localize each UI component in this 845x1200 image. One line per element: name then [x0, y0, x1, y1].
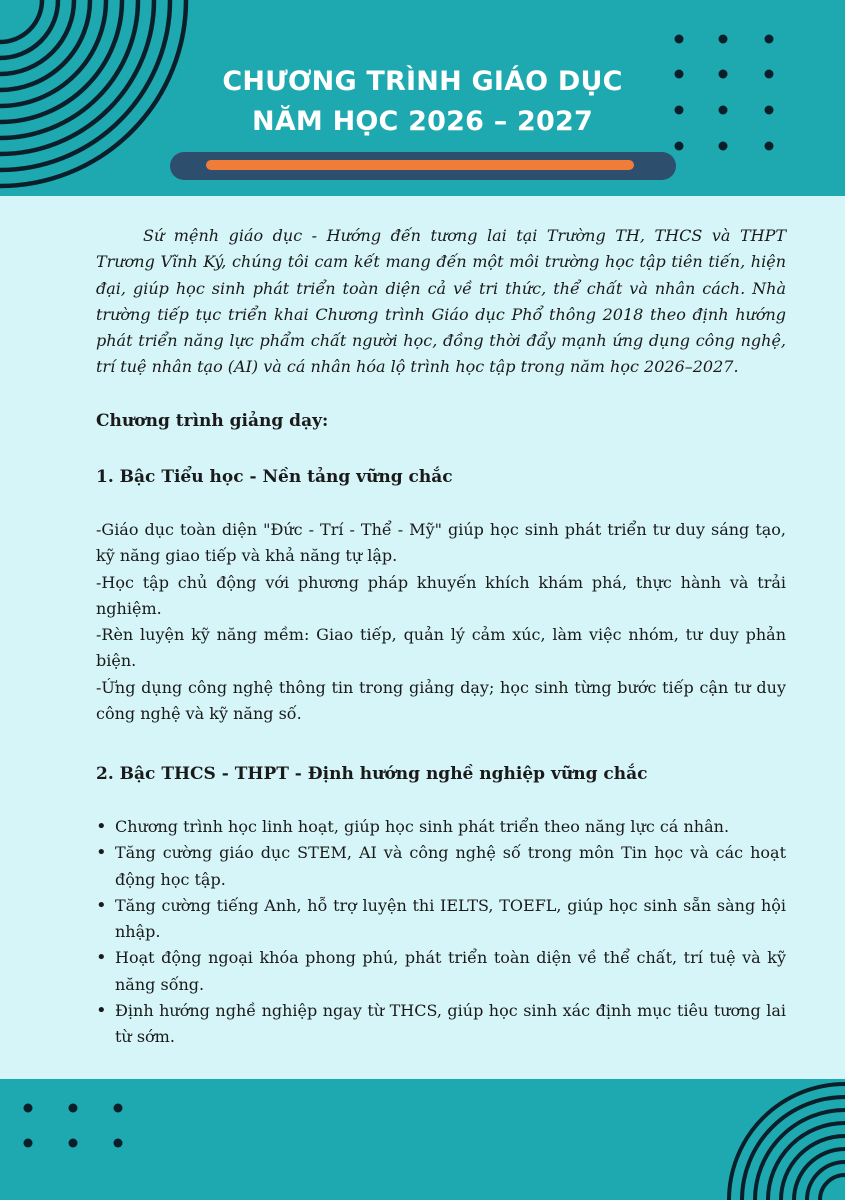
bullet-item: • Tăng cường tiếng Anh, hỗ trợ luyện thi IELTS, TOEFL, giúp học sinh sẵn sàng hội nhập.	[96, 893, 786, 946]
title-underline-accent	[206, 160, 634, 170]
page-title-line-2: NĂM HỌC 2026 – 2027	[252, 106, 593, 137]
bullet-item: • Hoạt động ngoại khóa phong phú, phát triển toàn diện về thể chất, trí tuệ và kỹ năng sống.	[96, 945, 786, 998]
intro-paragraph: Sứ mệnh giáo dục - Hướng đến tương lai tại Trường TH, THCS và THPT Trương Vĩnh Ký, chúng tôi cam kết mang đến một môi trường học tập tiên tiến, hiện đại, giúp học sinh phát triển toàn diện cả về tri thức, thể chất và nhân cách. Nhà trường tiếp tục triển khai Chương trình Giáo dục Phổ thông 2018 theo định hướng phát triển năng lực phẩm chất người học, đồng thời đẩy mạnh ứng dụng công nghệ, trí tuệ nhân tạo (AI) và cá nhân hóa lộ trình học tập trong năm học 2026–2027.	[96, 226, 786, 377]
list-item: -Ứng dụng công nghệ thông tin trong giảng dạy; học sinh từng bước tiếp cận tư duy công nghệ và kỹ năng số.	[96, 677, 786, 724]
bullet-item: • Chương trình học linh hoạt, giúp học sinh phát triển theo năng lực cá nhân.	[96, 814, 786, 840]
list-item: -Rèn luyện kỹ năng mềm: Giao tiếp, quản lý cảm xúc, làm việc nhóm, tư duy phản biện.	[96, 625, 786, 671]
section-2-heading: 2. Bậc THCS - THPT - Định hướng nghề nghiệp vững chắc	[96, 764, 648, 784]
page-title-line-1: CHƯƠNG TRÌNH GIÁO DỤC	[222, 66, 623, 97]
footer-band	[0, 1079, 845, 1200]
section-2-bullet-list	[96, 814, 786, 1051]
bullet-item: • Tăng cường giáo dục STEM, AI và công nghệ số trong môn Tin học và các hoạt động học tập.	[96, 840, 786, 893]
section-1-heading: 1. Bậc Tiểu học - Nền tảng vững chắc	[96, 467, 453, 487]
bullet-item: • Định hướng nghề nghiệp ngay từ THCS, giúp học sinh xác định mục tiêu tương lai từ sớm.	[96, 998, 786, 1051]
list-item: -Giáo dục toàn diện "Đức - Trí - Thể - Mỹ" giúp học sinh phát triển tư duy sáng tạo, kỹ năng giao tiếp và khả năng tự lập.	[96, 520, 786, 566]
list-item: -Học tập chủ động với phương pháp khuyến khích khám phá, thực hành và trải nghiệm.	[96, 572, 786, 618]
header-band	[0, 0, 845, 196]
program-heading: Chương trình giảng dạy:	[96, 411, 329, 431]
concentric-arcs-bottom-right	[700, 1079, 845, 1200]
dot-grid-bottom-left	[18, 1099, 158, 1154]
section-1-list	[96, 517, 786, 727]
